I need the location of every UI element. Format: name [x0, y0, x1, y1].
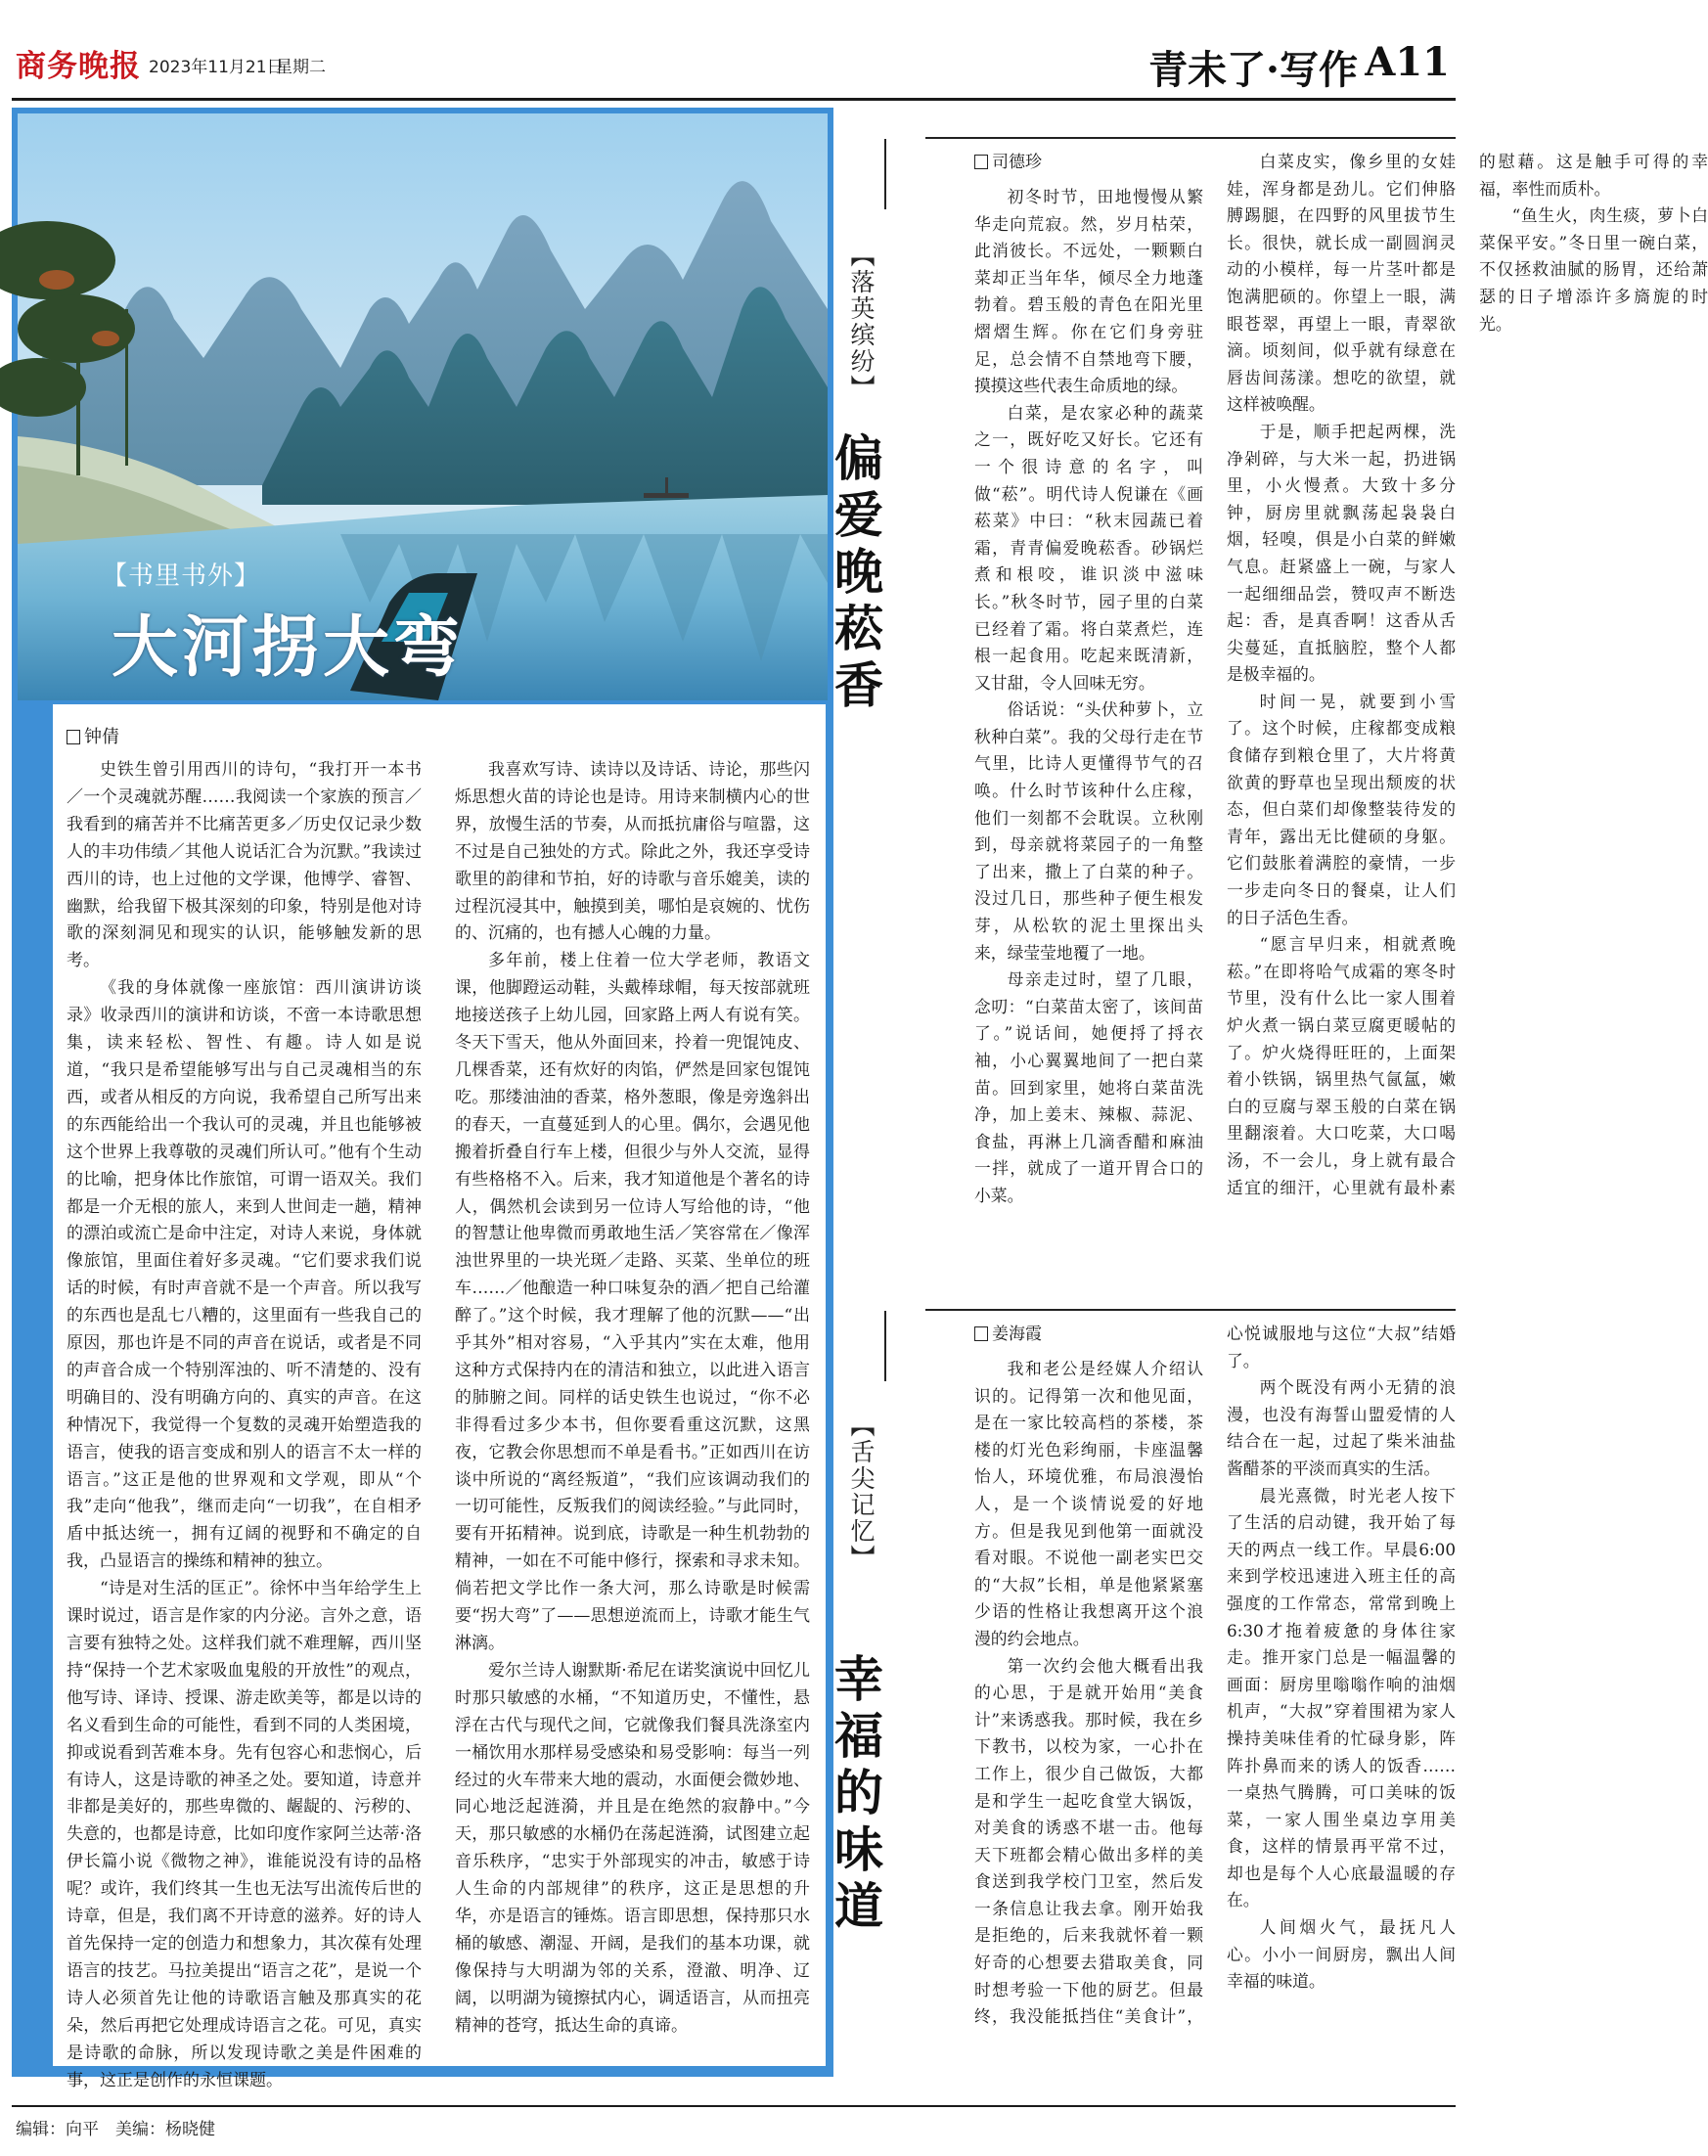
paragraph: “诗是对生活的匡正”。徐怀中当年给学生上课时说过，语言是作家的内分泌。言外之意，语言要有独特之处。这样我们就不难理解，西川坚持“保持一个艺术家吸血鬼般的开放性”的观点，他写诗、译诗、授课、游走欧美等，都是以诗的名义看到生命的可能性，看到不同的人类困境，抑或说看到苦难本身。先有包容心和悲悯心，后有诗人，这是诗歌的神圣之处。要知道，诗意并非都是美好的，那些卑微的、龌龊的、污秽的、失意的，也都是诗意，比如印度作家阿兰达蒂·洛伊长篇小说《微物之神》，谁能说没有诗的品格呢？或许，我们终其一生也无法写出流传后世的诗章，但是，我们离不开诗意的滋养。好的诗人首先保持一定的创造力和想象力，其次葆有处理语言的技艺。马拉美提出“语言之花”，是说一个诗人必须首先让他的诗歌语言触及那真实的花朵，然后再把它处理成诗语言之花。可见，真实是诗歌的命脉，所以发现诗歌之美是件困难的事，这正是创作的永恒课题。 — [67, 1579, 422, 2090]
essay-top — [827, 137, 1708, 1259]
paragraph: 我和老公是经媒人介绍认识的。记得第一次和他见面，是在一家比较高档的茶楼，茶楼的灯光色彩绚丽，卡座温馨怡人，环境优雅，布局浪漫怡人，是一个谈情说爱的好地方。但是我见到他第一面就没看对眼。不说他一副老实巴交的“大叔”长相，单是他紧紧塞少语的性格让我想离开这个浪漫的约会地点。 — [974, 1359, 1203, 1648]
paragraph: 晨光熹微，时光老人按下了生活的启动键，我开始了每天的两点一线工作。早晨6:00来到学校迅速进入班主任的高强度的工作常态，常常到晚上6:30才拖着疲惫的身体往家走。推开家门总是一幅温馨的画面：厨房里嗡嗡作响的油烟机声，“大叔”穿着围裙为家人操持美味佳肴的忙碌身影，阵阵扑鼻而来的诱人的饭香……一桌热气腾腾，可口美味的饭菜，一家人围坐桌边享用美食，这样的情景再平常不过，却也是每个人心底最温暖的存在。 — [1227, 1485, 1456, 1910]
paragraph: 第一次约会他大概看出我的心思，于是就开始用“美食计”来诱惑我。那时候，我在乡下教书，以校为家，一心扑在工作上，很少自己做饭，大都是和学生一起吃食堂大锅饭，对美食的诱惑不堪一击。他每天下班都会精心做出多样的美食送到我学校门卫室，然后发一条信息让我去拿。刚开始我是拒绝的，后来我就怀着一颗好奇的心想要去猎取美食，同时想考验一下他的厨艺。但最终，我没能抵挡住“美食计”，心悦诚服地与这位“大叔”结婚了。 — [974, 1324, 1456, 2027]
paragraph: 《我的身体就像一座旅馆：西川演讲访谈录》收录西川的演讲和访谈，不啻一本诗歌思想集，读来轻松、智性、有趣。诗人如是说道，“我只是希望能够写出与自己灵魂相当的东西，或者从相反的方向说，我希望自己所写出来的东西能给出一个我认可的灵魂，并且也能够被这个世界上我尊敬的灵魂们所认可。”他有个生动的比喻，把身体比作旅馆，可谓一语双关。我们都是一介无根的旅人，来到人世间走一趟，精神的漂泊或流亡是命中注定，对诗人来说，身体就像旅馆，里面住着好多灵魂。“它们要求我们说话的时候，有时声音就不是一个声音。所以我写的东西也是乱七八糟的，这里面有一些我自己的原因，那也许是不同的声音在说话，或者是不同的声音合成一个特别浑浊的、听不清楚的、没有明确目的、没有明确方向的、真实的声音。在这种情况下，我觉得一个复数的灵魂开始塑造我的语言，使我的语言变成和别人的语言不太一样的语言。”这正是他的世界观和文学观，即从“个我”走向“他我”，继而走向“一切我”，在自相矛盾中抵达统一，拥有辽阔的视野和不确定的自我，凸显语言的操练和精神的独立。 — [67, 978, 422, 1572]
paragraph: 俗话说：“头伏种萝卜，立秋种白菜”。我的父母行走在节气里，比诗人更懂得节气的召唤。什么时节该种什么庄稼，他们一刻都不会耽误。立秋刚到，母亲就将菜园子的一角整了出来，撒上了白菜的种子。没过几日，那些种子便生根发芽，从松软的泥土里探出头来，绿莹莹地覆了一地。 — [974, 699, 1203, 963]
essay-bottom — [827, 1309, 1456, 2082]
feature-article — [12, 108, 833, 2090]
paragraph: 于是，顺手把起两棵，洗净剁碎，与大米一起，扔进锅里，小火慢煮。大致十多分钟，厨房里就飘荡起袅袅白烟，轻嗅，俱是小白菜的鲜嫩气息。赶紧盛上一碗，与家人一起细细品尝，赞叹声不断迭起：香，是真香啊！这香从舌尖蔓延，直抵脑腔，整个人都是极幸福的。 — [1227, 421, 1456, 685]
feature-text-area — [53, 704, 826, 2090]
byline — [974, 149, 1203, 176]
paragraph: 爱尔兰诗人谢默斯·希尼在诺奖演说中回忆儿时那只敏感的水桶，“不知道历史，不懂性，悬浮在古代与现代之间，它就像我们餐具洗涤室内一桶饮用水那样易受感染和易受影响：每当一列经过的火车带来大地的震动，水面便会微妙地、同心地泛起涟漪，并且是在绝然的寂静中。”今天，那只敏感的水桶仍在荡起涟漪，试图建立起音乐秩序，“忠实于外部现实的冲击，敏感于诗人生命的内部规律”的秩序，这正是思想的升华，亦是语言的锤炼。语言即思想，保持那只水桶的敏感、潮湿、开阔，是我们的基本功课，就像保持与大明湖为邻的关系，澄澈、明净、辽阔，以明湖为镜擦拭内心，调适语言，从而扭亮精神的苍穹，抵达生命的真谛。 — [455, 1660, 810, 2036]
section-title: 青未了·写作 — [1148, 47, 1358, 93]
author-name: 司德珍 — [992, 153, 1042, 172]
essay-body — [974, 1321, 1456, 2080]
paragraph: 初冬时节，田地慢慢从繁华走向荒寂。然，岁月枯荣，此消彼长。不远处，一颗颗白菜却正当年华，倾尽全力地蓬勃着。碧玉般的青色在阳光里熠熠生辉。你在它们身旁驻足，总会情不自禁地弯下腰，摸摸这些代表生命质地的绿。 — [974, 187, 1203, 396]
publication-weekday: 星期二 — [276, 58, 326, 77]
paragraph: 我喜欢写诗、读诗以及诗话、诗论，那些闪烁思想火苗的诗论也是诗。用诗来制横内心的世界，放慢生活的节奏，从而抵抗庸俗与喧嚣，这不过是自己独处的方式。除此之外，我还享受诗歌里的韵律和节拍，好的诗歌与音乐媲美，读的过程沉浸其中，触摸到美，哪怕是哀婉的、忧伤的、沉痛的，也有撼人心魄的力量。 — [455, 760, 810, 944]
label-frame — [884, 1311, 886, 1381]
paragraph: 史铁生曾引用西川的诗句，“我打开一本书／一个灵魂就苏醒……我阅读一个家族的预言／我看到的痛苦并不比痛苦更多／历史仅记录少数人的丰功伟绩／其他人说话汇合为沉默。”我读过西川的诗，也上过他的文学课，他博学、睿智、幽默，给我留下极其深刻的印象，特别是他对诗歌的深刻洞见和现实的认识，能够触发新的思考。 — [67, 760, 422, 971]
column-label: 【舌尖记忆】 — [847, 1413, 876, 1571]
byline-box-icon — [67, 730, 80, 744]
paragraph: 多年前，楼上住着一位大学老师，教语文课，他脚蹬运动鞋，头戴棒球帽，每天按部就班地接送孩子上幼儿园，回家路上两人有说有笑。冬天下雪天，他从外面回来，拎着一兜馄饨皮、几棵香菜，还有炊好的肉馅，俨然是回家包馄饨吃。那缕油油的香菜，格外葱眼，像是旁逸斜出的春天，一直蔓延到人的心里。偶尔，会遇见他搬着折叠自行车上楼，但很少与外人交流，显得有些格格不入。后来，我才知道他是个著名的诗人，偶然机会读到另一位诗人写给他的诗，“他的智慧让他卑微而勇敢地生活／笑容常在／像浑浊世界里的一块光斑／走路、买菜、坐单位的班车……／他酿造一种口味复杂的酒／把自己给灌醉了。”这个时候，我才理解了他的沉默——“出乎其外”相对容易，“入乎其内”实在太难，他用这种方式保持内在的清洁和独立，以此进入语言的肺腑之间。同样的话史铁生也说过，“你不必非得看过多少本书，但你要看重这沉默，这黑夜，它教会你思想而不单是看书。”正如西川在访谈中所说的“离经叛道”，“我们应该调动我们的一切可能性，反叛我们的阅读经验。”与此同时，要有开拓精神。说到底，诗歌是一种生机勃勃的精神，一如在不可能中修行，探索和寻求未知。倘若把文学比作一条大河，那么诗歌是时候需要“拐大弯”了——思想逆流而上，诗歌才能生气淋漓。 — [455, 951, 810, 1653]
publication-date: 2023年11月21日 — [149, 58, 284, 77]
masthead — [0, 0, 1467, 108]
paragraph: 两个既没有两小无猜的浪漫，也没有海誓山盟爱情的人结合在一起，过起了柴米油盐酱醋茶的平淡而真实的生活。 — [1227, 1377, 1456, 1478]
page-number: A11 — [1365, 39, 1450, 85]
essay-title: 偏爱晚菘香 — [827, 432, 884, 716]
newspaper-logo: 商务晚报 — [16, 49, 141, 84]
paragraph: “愿言早归来，相就煮晚菘。”在即将哈气成霜的寒冬时节里，没有什么比一家人围着炉火煮一锅白菜豆腐更暖帖的了。炉火烧得旺旺的，上面架着小铁锅，锅里热气氤氲，嫩白的豆腐与翠玉般的白菜在锅里翻滚着。大口吃菜，大口喝汤，不一会儿，身上就有最合适宜的细汗，心里就有最朴素的慰藉。这是触手可得的幸福，率性而质朴。 — [1227, 152, 1708, 1197]
author-name: 姜海霞 — [992, 1325, 1042, 1344]
byline-box-icon — [974, 155, 988, 169]
article-body — [67, 757, 810, 2097]
paragraph: 白菜，是农家必种的蔬菜之一，既好吃又好长。它还有一个很诗意的名字，叫做“菘”。明代诗人倪谦在《画菘菜》中曰：“秋末园蔬已着霜，青青偏爱晚菘香。砂锅烂煮和根咬，谁识淡中滋味长。”秋冬时节，园子里的白菜已经着了霜。将白菜煮烂，连根一起食用。吃起来既清新，又甘甜，令人回味无穷。 — [974, 402, 1203, 693]
paragraph: 时间一晃，就要到小雪了。这个时候，庄稼都变成粮食储存到粮仓里了，大片将黄欲黄的野草也呈现出颓废的状态，但白菜们却像整装待发的青年，露出无比健硕的身躯。它们鼓胀着满腔的豪情，一步一步走向冬日的餐桌，让人们的日子活色生香。 — [1227, 691, 1456, 927]
paragraph: 白菜皮实，像乡里的女娃娃，浑身都是劲儿。它们伸胳膊踢腿，在四野的风里拔节生长。很快，就长成一副圆润灵动的小模样，每一片茎叶都是饱满肥硕的。你望上一眼，满眼苍翠，再望上一眼，青翠欲滴。顷刻间，似乎就有绿意在唇齿间荡漾。想吃的欲望，就这样被唤醒。 — [1227, 152, 1456, 415]
footer-divider — [12, 2105, 1456, 2107]
column-tag: 【书里书外】 — [102, 561, 261, 591]
essay-body — [974, 149, 1708, 1254]
header-divider — [12, 98, 1456, 101]
author-name: 钟倩 — [84, 727, 119, 747]
footer-credits: 编辑：向平 美编：杨晓健 — [16, 2120, 215, 2139]
essay-title: 幸福的味道 — [827, 1653, 884, 1937]
label-frame — [884, 139, 886, 209]
column-label: 【落英缤纷】 — [847, 243, 876, 401]
byline-box-icon — [974, 1326, 988, 1341]
byline — [67, 718, 419, 757]
article-headline: 大河拐大弯 — [112, 608, 465, 687]
byline — [974, 1321, 1203, 1348]
paragraph: 母亲走过时，望了几眼，念叨：“白菜苗太密了，该间苗了。”说话间，她便捋了捋衣袖，小心翼翼地间了一把白菜苗。回到家里，她将白菜苗洗净，加上姜末、辣椒、蒜泥、食盐，再淋上几滴香醋和麻油一拌，就成了一道开胃合口的小菜。 — [974, 969, 1203, 1205]
paragraph: “鱼生火，肉生痰，萝卜白菜保平安。”冬日里一碗白菜，不仅拯救油腻的肠胃，还给萧瑟的日子增添许多旖旎的时光。 — [1479, 205, 1708, 334]
paragraph: 人间烟火气，最抚凡人心。小小一间厨房，飘出人间幸福的味道。 — [1227, 1917, 1456, 1992]
